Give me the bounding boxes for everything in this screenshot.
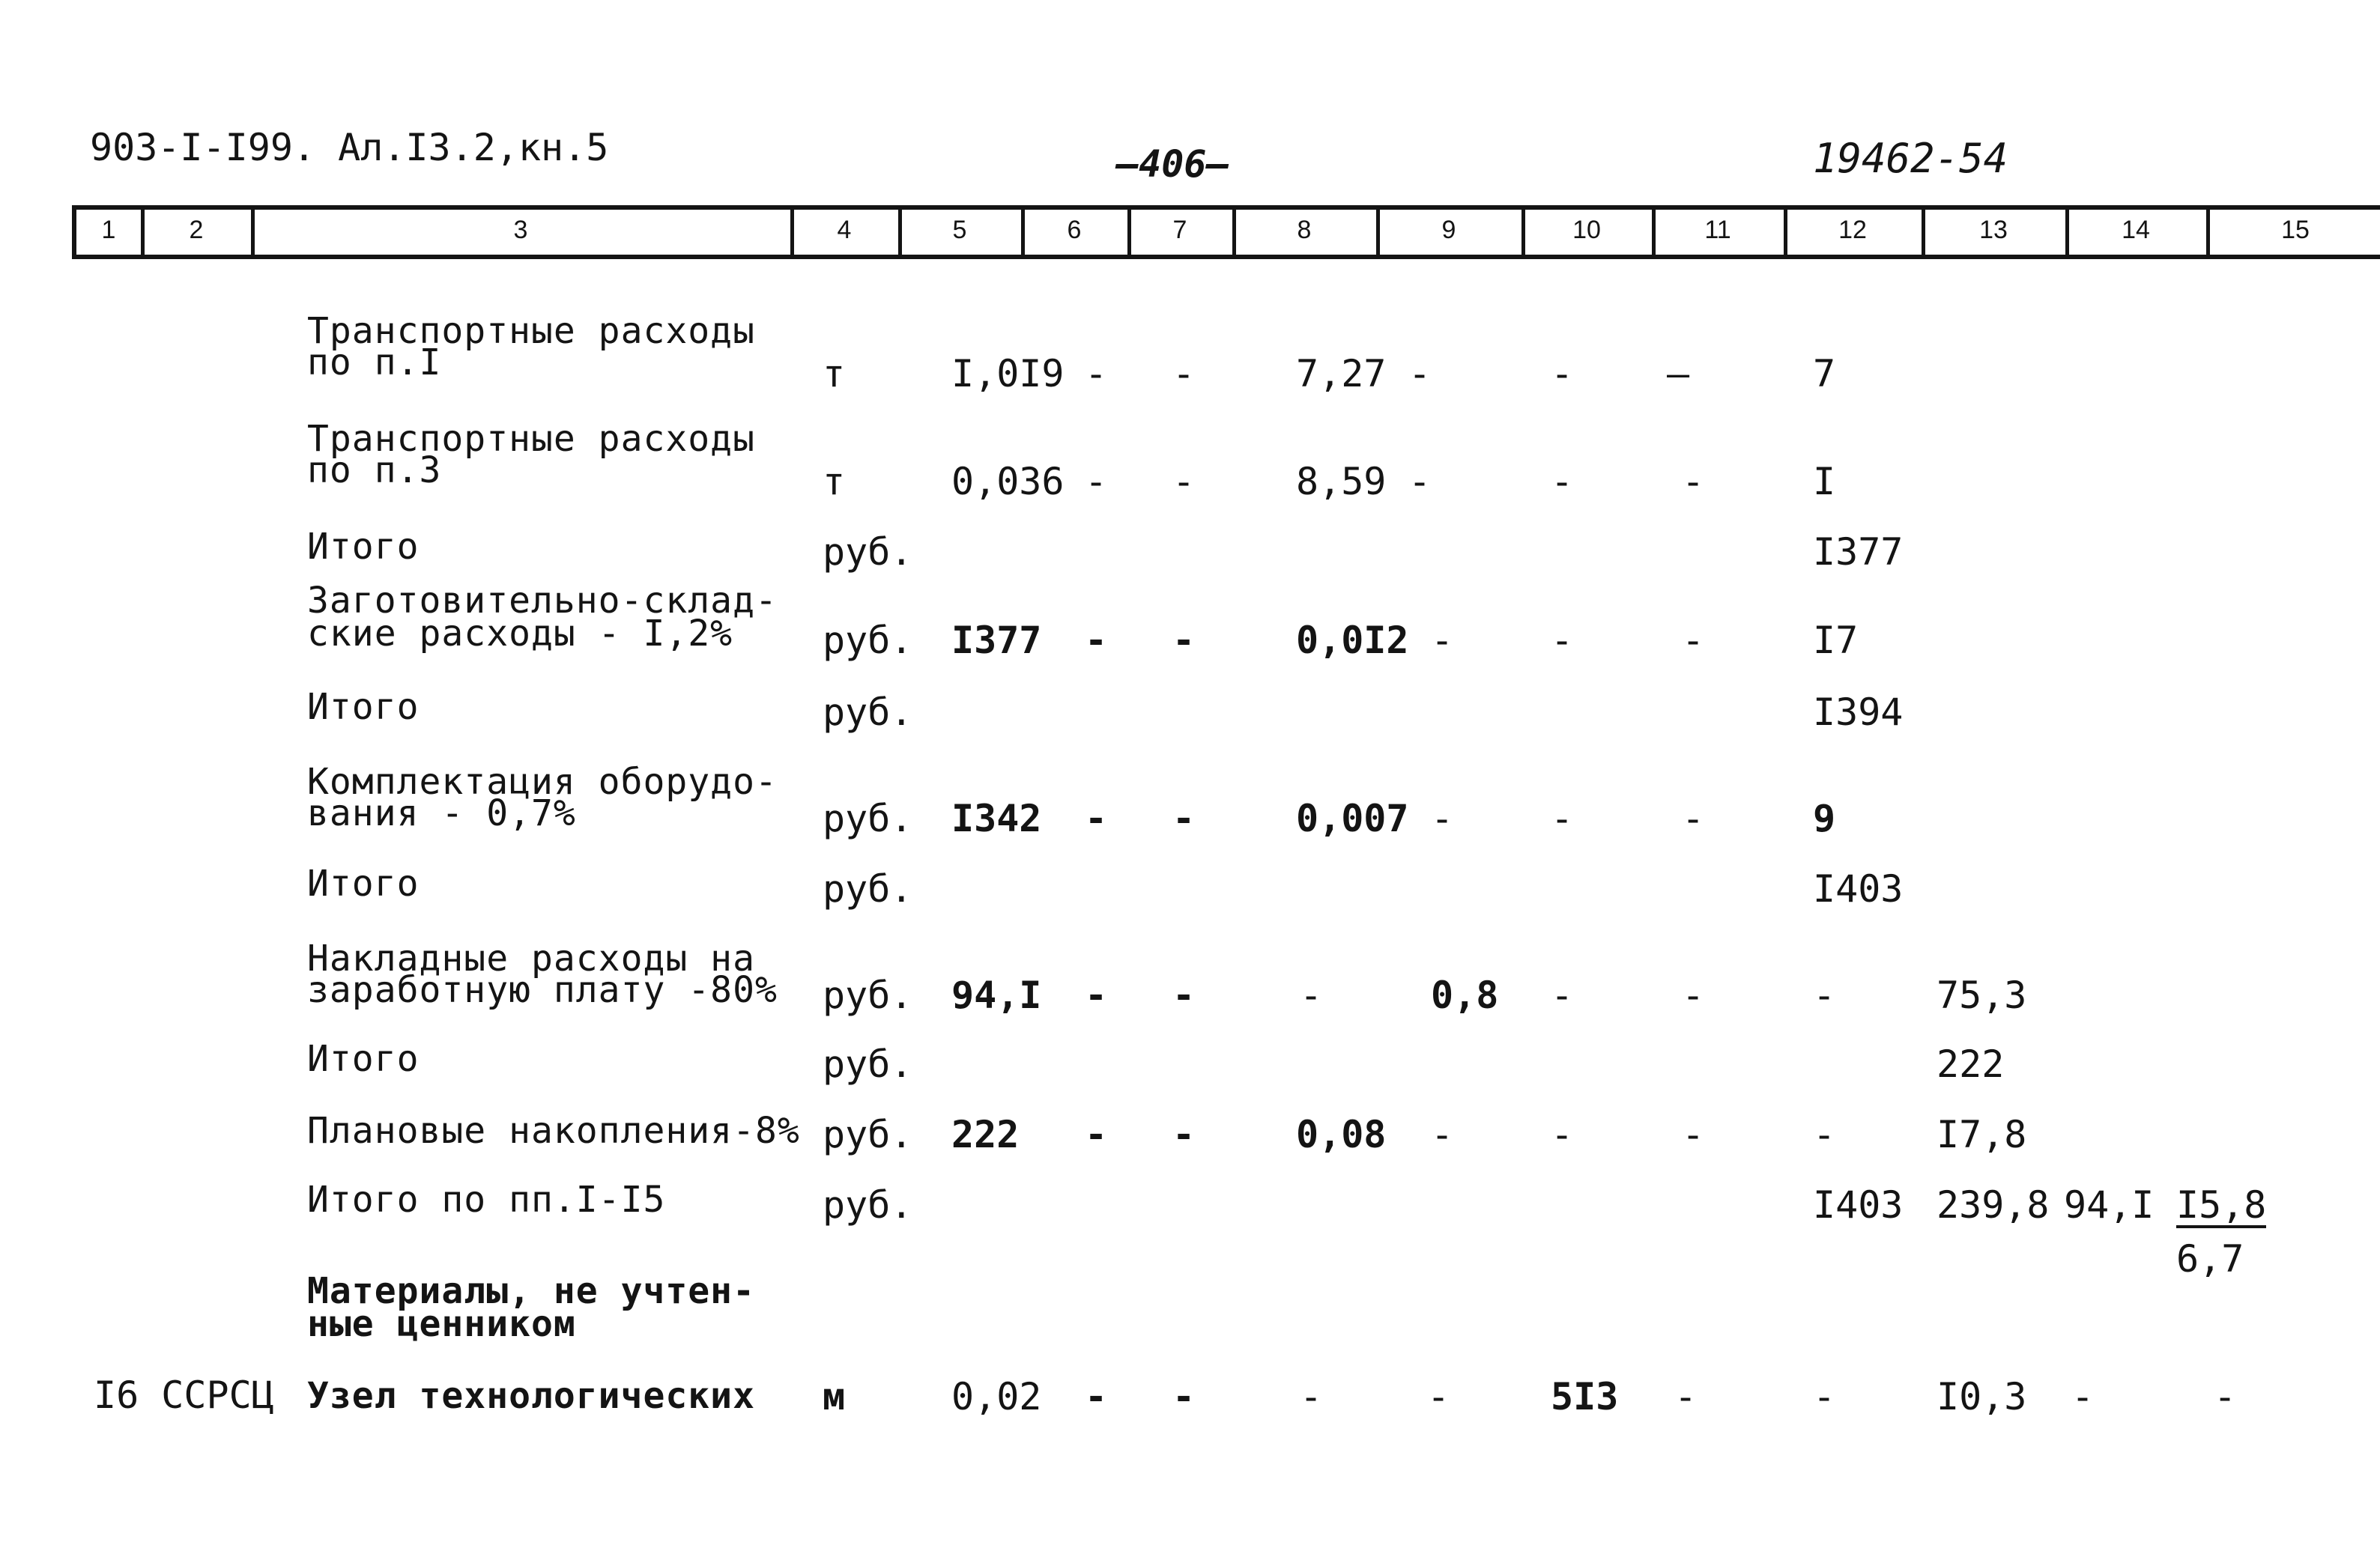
column-number: 9: [1441, 216, 1456, 244]
row-name: Итого по пп.I-I5: [307, 1179, 666, 1221]
cell-value: I403: [1813, 867, 1904, 911]
cell-value: 0,0I2: [1296, 619, 1409, 662]
column-number: 6: [1067, 216, 1082, 244]
cell-unit: т: [823, 460, 846, 503]
cell-value: -: [1551, 974, 1574, 1017]
column-number: 2: [189, 216, 204, 244]
cell-value: -: [2071, 1375, 2095, 1418]
cell-value: 5I3: [1551, 1375, 1619, 1418]
cell-value: I7,8: [1937, 1113, 2027, 1156]
cell-value: -: [1172, 797, 1196, 840]
cell-unit: руб.: [823, 1113, 913, 1156]
cell-value: -: [1427, 1375, 1450, 1418]
page-number: —406—: [1116, 142, 1229, 186]
archive-stamp: 19462-54: [1813, 135, 2008, 182]
cell-unit: руб.: [823, 1183, 913, 1227]
row-name: Комплектация оборудо-: [307, 761, 778, 803]
row-name: Плановые накопления-8%: [307, 1110, 800, 1152]
cell-value: 75,3: [1937, 974, 2027, 1017]
column-number: 14: [2122, 216, 2150, 244]
row-name: вания - 0,7%: [307, 792, 576, 834]
row-name: Накладные расходы на: [307, 938, 755, 980]
cell-unit: руб.: [823, 974, 913, 1017]
cell-value: I377: [951, 619, 1042, 662]
cell-value: I,0I9: [951, 352, 1065, 395]
cell-value: -: [1085, 1113, 1108, 1156]
cell-position: I6 ССРСЦ: [94, 1374, 274, 1417]
cell-value: 7: [1813, 352, 1836, 395]
cell-value: 7,27: [1296, 352, 1387, 395]
row-name: Транспортные расходы: [307, 310, 755, 352]
cell-value: I377: [1813, 530, 1904, 574]
cell-value: -: [1813, 1113, 1836, 1156]
cell-unit: т: [823, 352, 846, 395]
cell-value: -: [1431, 619, 1454, 662]
cell-value: 0,007: [1296, 797, 1409, 840]
cell-value: I0,3: [1937, 1375, 2027, 1418]
row-name: Итого: [307, 863, 420, 905]
cell-value: -: [1300, 1375, 1323, 1418]
cell-value-numerator: I5,8: [2176, 1183, 2267, 1227]
row-name: ские расходы - I,2%: [307, 613, 733, 655]
column-number: 5: [952, 216, 967, 244]
cell-value: -: [2214, 1375, 2237, 1418]
cell-unit: руб.: [823, 619, 913, 662]
row-name: заработную плату -80%: [307, 969, 778, 1011]
row-name: Заготовительно-склад-: [307, 580, 778, 622]
row-name: Итого: [307, 686, 420, 728]
column-number-bar: [72, 205, 2380, 259]
cell-value: -: [1172, 1375, 1196, 1418]
cell-value: I: [1813, 460, 1836, 503]
cell-value: —: [1667, 352, 1690, 395]
row-name: Итого: [307, 1038, 420, 1080]
cell-value: 8,59: [1296, 460, 1387, 503]
column-number: 4: [837, 216, 852, 244]
cell-value: -: [1172, 1113, 1196, 1156]
row-name: Материалы, не учтен-: [307, 1270, 755, 1312]
cell-value: -: [1085, 797, 1108, 840]
cell-value: -: [1431, 1113, 1454, 1156]
column-number: 3: [513, 216, 528, 244]
column-number: 8: [1297, 216, 1312, 244]
cell-value: -: [1551, 619, 1574, 662]
cell-value: -: [1551, 352, 1574, 395]
cell-value: -: [1085, 352, 1108, 395]
column-number: 13: [1979, 216, 2008, 244]
cell-value: 94,I: [951, 974, 1042, 1017]
cell-value: I7: [1813, 619, 1859, 662]
cell-value: -: [1085, 974, 1108, 1017]
cell-value: -: [1172, 352, 1196, 395]
cell-value: 222: [951, 1113, 1020, 1156]
cell-value: -: [1172, 974, 1196, 1017]
cell-unit: руб.: [823, 1042, 913, 1086]
cell-unit: м: [823, 1375, 846, 1418]
cell-value: -: [1408, 460, 1432, 503]
cell-value: -: [1682, 619, 1705, 662]
cell-value: -: [1551, 797, 1574, 840]
row-name: Транспортные расходы: [307, 418, 755, 460]
cell-value: -: [1682, 460, 1705, 503]
cell-value: 0,8: [1431, 974, 1499, 1017]
cell-value: 94,I: [2064, 1183, 2155, 1227]
row-name: Узел технологических: [307, 1375, 755, 1417]
document-reference: 903-I-I99. Ал.I3.2,кн.5: [90, 126, 609, 169]
column-number: 10: [1572, 216, 1601, 244]
cell-unit: руб.: [823, 530, 913, 574]
cell-value: -: [1551, 1113, 1574, 1156]
cell-value: -: [1674, 1375, 1698, 1418]
cell-value: -: [1172, 619, 1196, 662]
cell-value: I394: [1813, 690, 1904, 734]
column-number: 1: [101, 216, 116, 244]
row-name: по п.3: [307, 449, 442, 491]
cell-value: -: [1431, 797, 1454, 840]
cell-value: 0,036: [951, 460, 1065, 503]
row-name: ные ценником: [307, 1303, 576, 1345]
cell-value: -: [1085, 1375, 1108, 1418]
column-number: 11: [1704, 216, 1731, 244]
cell-value: -: [1682, 1113, 1705, 1156]
column-number: 15: [2281, 216, 2310, 244]
cell-unit: руб.: [823, 867, 913, 911]
column-number: 12: [1838, 216, 1867, 244]
row-name: Итого: [307, 526, 420, 568]
cell-value: -: [1300, 974, 1323, 1017]
cell-value: -: [1813, 974, 1836, 1017]
cell-value: 9: [1813, 797, 1836, 840]
cell-value: -: [1085, 619, 1108, 662]
cell-value: -: [1085, 460, 1108, 503]
cell-unit: руб.: [823, 797, 913, 840]
cell-value: 0,08: [1296, 1113, 1387, 1156]
cell-value-denominator: 6,7: [2176, 1237, 2244, 1281]
cell-value: -: [1682, 797, 1705, 840]
cell-value: 222: [1937, 1042, 2005, 1086]
cell-value: -: [1813, 1375, 1836, 1418]
cell-value: -: [1408, 352, 1432, 395]
cell-value: I342: [951, 797, 1042, 840]
cell-value: -: [1551, 460, 1574, 503]
cell-value: I403: [1813, 1183, 1904, 1227]
cell-value: -: [1682, 974, 1705, 1017]
cell-unit: руб.: [823, 690, 913, 734]
row-name: по п.I: [307, 342, 442, 383]
column-number: 7: [1172, 216, 1187, 244]
cell-value: -: [1172, 460, 1196, 503]
cell-value: 239,8: [1937, 1183, 2050, 1227]
cell-value: 0,02: [951, 1375, 1042, 1418]
